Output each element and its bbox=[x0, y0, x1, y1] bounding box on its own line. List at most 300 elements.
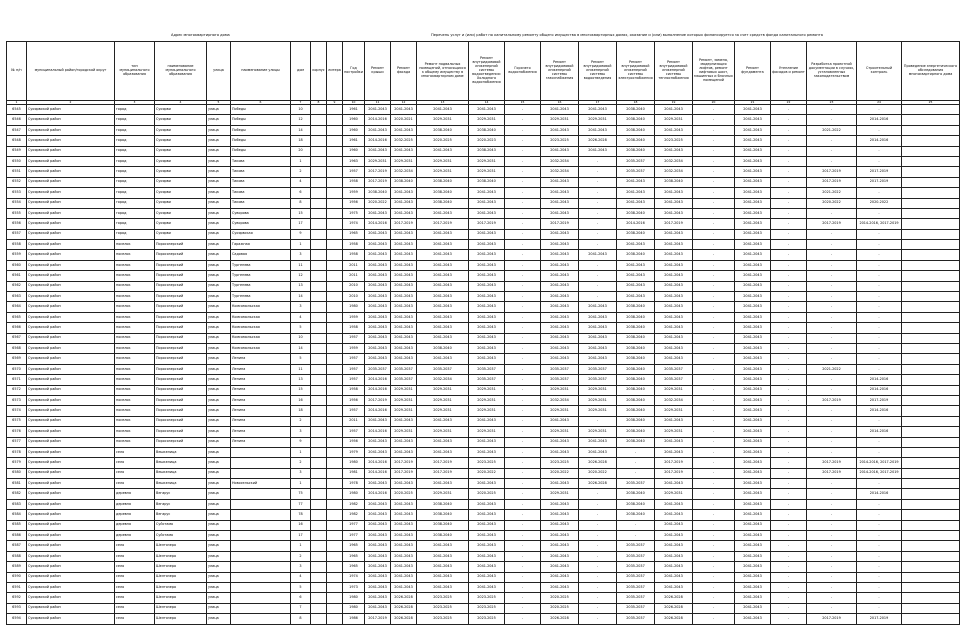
table-cell bbox=[902, 146, 960, 156]
table-cell: 11 bbox=[291, 364, 311, 374]
table-cell: - bbox=[807, 582, 857, 592]
column-number: 6 bbox=[231, 101, 291, 105]
table-cell: 2041-2043 bbox=[541, 479, 579, 489]
table-cell: - bbox=[807, 551, 857, 561]
table-cell: - bbox=[505, 520, 541, 530]
table-cell: - bbox=[693, 354, 735, 364]
table-cell: 2041-2043 bbox=[655, 229, 693, 239]
table-cell: улица bbox=[207, 323, 231, 333]
column-number: 15 bbox=[505, 101, 541, 105]
table-cell: 2041-2043 bbox=[579, 250, 617, 260]
table-cell: Тургенева bbox=[231, 292, 291, 302]
table-cell bbox=[311, 229, 327, 239]
table-cell: - bbox=[505, 146, 541, 156]
table-cell: Суоярвский район bbox=[27, 260, 115, 270]
table-cell bbox=[902, 551, 960, 561]
table-cell: улица bbox=[207, 510, 231, 520]
table-cell: 2035-2037 bbox=[391, 375, 417, 385]
table-cell: 6564 bbox=[7, 302, 27, 312]
table-row bbox=[7, 105, 960, 115]
table-cell: 2041-2043 bbox=[469, 582, 505, 592]
table-cell: 6594 bbox=[7, 614, 27, 624]
table-cell: 2035-2037 bbox=[579, 364, 617, 374]
table-cell: - bbox=[617, 458, 655, 468]
table-cell: - bbox=[771, 323, 807, 333]
table-cell: Суоярвский район bbox=[27, 219, 115, 229]
table-row bbox=[7, 572, 960, 582]
table-cell: 6545 bbox=[7, 105, 27, 115]
table-cell: - bbox=[505, 572, 541, 582]
table-cell: 2041-2043 bbox=[655, 312, 693, 322]
table-cell: 2041-2043 bbox=[579, 312, 617, 322]
table-cell: 2038-2040 bbox=[417, 510, 469, 520]
table-cell: - bbox=[771, 188, 807, 198]
table-cell bbox=[327, 146, 343, 156]
table-cell: Шелтозеро bbox=[155, 603, 207, 613]
table-cell: 2035-2037 bbox=[469, 375, 505, 385]
table-row bbox=[7, 510, 960, 520]
table-cell: 2 bbox=[291, 551, 311, 561]
table-cell: - bbox=[693, 385, 735, 395]
table-cell: 2038-2040 bbox=[617, 395, 655, 405]
table-cell: Суоярвский район bbox=[27, 395, 115, 405]
table-cell: 2021-2022 bbox=[807, 125, 857, 135]
table-cell: 2038-2040 bbox=[617, 250, 655, 260]
table-cell: Суоярвский район bbox=[27, 489, 115, 499]
table-cell: - bbox=[693, 292, 735, 302]
table-cell: 2041-2043 bbox=[541, 437, 579, 447]
table-cell: - bbox=[857, 125, 902, 135]
table-cell: Тургенева bbox=[231, 260, 291, 270]
table-cell: Суоярвский район bbox=[27, 468, 115, 478]
table-cell: - bbox=[771, 167, 807, 177]
table-cell: 2041-2043 bbox=[469, 188, 505, 198]
table-row bbox=[7, 437, 960, 447]
table-cell: 5 bbox=[291, 354, 311, 364]
table-cell: - bbox=[807, 354, 857, 364]
table-cell: 2041-2043 bbox=[469, 447, 505, 457]
table-cell: 2041-2043 bbox=[655, 437, 693, 447]
table-cell: село bbox=[115, 447, 155, 457]
table-cell: - bbox=[579, 582, 617, 592]
table-cell: - bbox=[857, 312, 902, 322]
table-cell: 2041-2043 bbox=[417, 582, 469, 592]
table-cell: деревня bbox=[115, 531, 155, 541]
table-cell: Суоярви bbox=[155, 198, 207, 208]
table-cell: - bbox=[771, 292, 807, 302]
table-cell: 2041-2043 bbox=[417, 229, 469, 239]
table-cell: 2029-2031 bbox=[579, 385, 617, 395]
table-cell bbox=[311, 437, 327, 447]
table-row bbox=[7, 447, 960, 457]
table-cell: 2035-2037 bbox=[617, 572, 655, 582]
table-cell bbox=[311, 105, 327, 115]
table-cell: Суоярвский район bbox=[27, 354, 115, 364]
table-cell: - bbox=[693, 614, 735, 624]
table-cell: Ленина bbox=[231, 395, 291, 405]
table-cell: 2026-2028 bbox=[391, 614, 417, 624]
table-cell: поселок bbox=[115, 375, 155, 385]
table-cell: 1965 bbox=[343, 562, 365, 572]
table-cell: улица bbox=[207, 551, 231, 561]
table-cell: 2017-2019 bbox=[857, 177, 902, 187]
table-cell: Суоярвский район bbox=[27, 416, 115, 426]
table-cell: 2038-2040 bbox=[617, 385, 655, 395]
table-cell: 2035-2037 bbox=[617, 582, 655, 592]
table-cell: 3 bbox=[291, 562, 311, 572]
table-cell: 2041-2043 bbox=[735, 510, 771, 520]
table-cell: 2041-2043 bbox=[469, 343, 505, 353]
column-number: 11 bbox=[365, 101, 391, 105]
table-cell: Тургенева bbox=[231, 281, 291, 291]
table-cell: - bbox=[505, 156, 541, 166]
table-cell: - bbox=[693, 603, 735, 613]
table-cell: 2017-2019 bbox=[655, 219, 693, 229]
table-cell: - bbox=[617, 447, 655, 457]
table-cell: 2041-2043 bbox=[391, 240, 417, 250]
table-cell: - bbox=[771, 427, 807, 437]
table-cell: Тикова bbox=[231, 167, 291, 177]
table-cell: 2014-2016, 2017-2019 bbox=[857, 458, 902, 468]
table-cell: 2 bbox=[291, 458, 311, 468]
table-cell: 2041-2043 bbox=[579, 333, 617, 343]
table-cell: 1 bbox=[291, 156, 311, 166]
column-header: Ремонт внутридомовой инженерной системы электроснабжения bbox=[617, 42, 655, 101]
table-cell bbox=[902, 323, 960, 333]
table-cell: 2026-2028 bbox=[541, 614, 579, 624]
table-cell: 2041-2043 bbox=[541, 229, 579, 239]
table-cell: 2011 bbox=[343, 271, 365, 281]
table-row bbox=[7, 292, 960, 302]
table-cell: 5 bbox=[291, 323, 311, 333]
table-cell: Суоярвский район bbox=[27, 437, 115, 447]
table-cell: 2038-2040 bbox=[417, 125, 469, 135]
table-cell: - bbox=[693, 146, 735, 156]
table-cell bbox=[311, 541, 327, 551]
table-cell: 2041-2043 bbox=[579, 354, 617, 364]
table-cell: поселок bbox=[115, 354, 155, 364]
table-cell: 6552 bbox=[7, 177, 27, 187]
table-cell: - bbox=[771, 250, 807, 260]
table-cell: 2041-2043 bbox=[417, 105, 469, 115]
table-cell: 1957 bbox=[343, 354, 365, 364]
table-cell: 6561 bbox=[7, 271, 27, 281]
table-cell: 2017-2019 bbox=[857, 395, 902, 405]
table-cell: 6551 bbox=[7, 167, 27, 177]
column-header: Ремонт крыши bbox=[365, 42, 391, 101]
table-cell: 2041-2043 bbox=[735, 562, 771, 572]
table-cell: 2041-2043 bbox=[655, 208, 693, 218]
table-cell bbox=[231, 614, 291, 624]
table-cell: 2041-2043 bbox=[655, 416, 693, 426]
table-cell: 1958 bbox=[343, 177, 365, 187]
table-cell: 2035-2037 bbox=[617, 551, 655, 561]
table-cell: - bbox=[693, 229, 735, 239]
table-cell: Тикова bbox=[231, 198, 291, 208]
table-cell: 2041-2043 bbox=[735, 582, 771, 592]
table-cell: - bbox=[807, 603, 857, 613]
table-cell: 2029-2031 bbox=[469, 156, 505, 166]
table-row bbox=[7, 198, 960, 208]
table-cell: 2041-2043 bbox=[391, 312, 417, 322]
table-cell: 2041-2043 bbox=[541, 260, 579, 270]
table-cell: 2041-2043 bbox=[655, 572, 693, 582]
column-header: Ремонт фасада bbox=[391, 42, 417, 101]
table-cell: Тикова bbox=[231, 188, 291, 198]
table-cell: 2041-2043 bbox=[417, 281, 469, 291]
table-cell bbox=[327, 479, 343, 489]
table-cell bbox=[311, 593, 327, 603]
table-cell bbox=[327, 105, 343, 115]
table-cell: 2041-2043 bbox=[541, 105, 579, 115]
table-cell: 6549 bbox=[7, 146, 27, 156]
table-cell: 2029-2031 bbox=[417, 395, 469, 405]
table-cell: 2041-2043 bbox=[735, 125, 771, 135]
table-cell: 2017-2019 bbox=[807, 458, 857, 468]
table-cell: 2041-2043 bbox=[469, 416, 505, 426]
table-cell bbox=[327, 468, 343, 478]
table-cell bbox=[231, 468, 291, 478]
table-cell: 3 bbox=[291, 302, 311, 312]
table-cell: - bbox=[693, 156, 735, 166]
table-cell: - bbox=[807, 489, 857, 499]
table-cell bbox=[902, 499, 960, 509]
table-cell: 2041-2043 bbox=[365, 146, 391, 156]
table-cell bbox=[902, 125, 960, 135]
table-cell: улица bbox=[207, 479, 231, 489]
table-cell: 18 bbox=[291, 406, 311, 416]
table-cell: Ленина bbox=[231, 375, 291, 385]
table-cell bbox=[902, 240, 960, 250]
table-cell: 16 bbox=[291, 395, 311, 405]
column-header: Разработка проектной документации в случаях, установленных законодательством bbox=[807, 42, 857, 101]
table-cell bbox=[902, 406, 960, 416]
column-header: Год постройки bbox=[343, 42, 365, 101]
table-cell: - bbox=[771, 281, 807, 291]
table-cell: - bbox=[693, 510, 735, 520]
table-cell: 2041-2043 bbox=[617, 198, 655, 208]
table-cell: 2041-2043 bbox=[417, 354, 469, 364]
table-cell: Суоярвский район bbox=[27, 229, 115, 239]
table-cell: Ленина bbox=[231, 354, 291, 364]
table-cell: - bbox=[693, 208, 735, 218]
table-cell: Суоярвский район bbox=[27, 208, 115, 218]
table-cell: 2029-2031 bbox=[579, 115, 617, 125]
table-cell: 2041-2043 bbox=[655, 531, 693, 541]
column-number: 1 bbox=[7, 101, 27, 105]
table-cell: Суоярви bbox=[155, 208, 207, 218]
table-cell: 13 bbox=[291, 281, 311, 291]
table-cell: 2041-2043 bbox=[469, 437, 505, 447]
table-cell: Поросозерский bbox=[155, 343, 207, 353]
table-cell: - bbox=[505, 260, 541, 270]
table-cell: 2029-2031 bbox=[579, 427, 617, 437]
table-cell: 2041-2043 bbox=[391, 354, 417, 364]
table-cell: - bbox=[579, 510, 617, 520]
table-cell: - bbox=[807, 437, 857, 447]
table-cell: поселок bbox=[115, 406, 155, 416]
table-cell: 2041-2043 bbox=[469, 510, 505, 520]
table-cell: улица bbox=[207, 188, 231, 198]
table-cell: - bbox=[505, 447, 541, 457]
table-cell: - bbox=[857, 437, 902, 447]
table-cell: Победы bbox=[231, 105, 291, 115]
table-cell: 2041-2043 bbox=[541, 240, 579, 250]
table-cell: 2041-2043 bbox=[469, 281, 505, 291]
table-cell: 8 bbox=[291, 198, 311, 208]
table-cell: Вешкелица bbox=[155, 458, 207, 468]
table-cell: улица bbox=[207, 115, 231, 125]
table-cell: - bbox=[505, 427, 541, 437]
table-cell: 6574 bbox=[7, 406, 27, 416]
table-cell: 6553 bbox=[7, 188, 27, 198]
table-cell bbox=[902, 364, 960, 374]
table-cell: - bbox=[807, 416, 857, 426]
table-cell: - bbox=[857, 510, 902, 520]
table-cell: 2038-2040 bbox=[469, 177, 505, 187]
table-cell: 2041-2043 bbox=[391, 510, 417, 520]
column-header: Горячего водоснабжения bbox=[505, 42, 541, 101]
table-cell: - bbox=[505, 323, 541, 333]
table-cell: улица bbox=[207, 572, 231, 582]
column-header: улица bbox=[207, 42, 231, 101]
table-cell: Шелтозеро bbox=[155, 562, 207, 572]
column-header: дом bbox=[291, 42, 311, 101]
table-cell: 2029-2031 bbox=[365, 156, 391, 166]
table-cell: 2041-2043 bbox=[541, 208, 579, 218]
table-cell: 14 bbox=[291, 125, 311, 135]
table-cell: 2041-2043 bbox=[541, 531, 579, 541]
table-cell: - bbox=[693, 115, 735, 125]
table-cell: 12 bbox=[291, 115, 311, 125]
table-cell bbox=[311, 551, 327, 561]
table-cell: 2029-2031 bbox=[391, 156, 417, 166]
column-header: Утепление фасадов и ремонт bbox=[771, 42, 807, 101]
table-cell: 2035-2037 bbox=[617, 479, 655, 489]
table-cell: 2041-2043 bbox=[735, 406, 771, 416]
table-cell bbox=[231, 447, 291, 457]
table-cell: 2017-2019 bbox=[417, 458, 469, 468]
table-cell: 6573 bbox=[7, 395, 27, 405]
table-row bbox=[7, 240, 960, 250]
table-cell: улица bbox=[207, 292, 231, 302]
table-cell bbox=[902, 593, 960, 603]
address-group-caption: Адрес многоквартирного дома bbox=[171, 33, 230, 37]
table-cell: Ленина bbox=[231, 364, 291, 374]
column-number: 17 bbox=[579, 101, 617, 105]
table-cell: 2026-2028 bbox=[391, 603, 417, 613]
table-cell: 2023-2025 bbox=[469, 603, 505, 613]
table-cell: поселок bbox=[115, 395, 155, 405]
table-cell: - bbox=[505, 499, 541, 509]
table-cell: 2041-2043 bbox=[391, 198, 417, 208]
table-cell: - bbox=[807, 479, 857, 489]
table-cell: 2041-2043 bbox=[391, 572, 417, 582]
table-cell: 1956 bbox=[343, 198, 365, 208]
table-row bbox=[7, 479, 960, 489]
table-cell bbox=[327, 219, 343, 229]
table-cell: 1982 bbox=[343, 499, 365, 509]
table-cell bbox=[231, 520, 291, 530]
table-cell: 2041-2043 bbox=[417, 240, 469, 250]
table-cell bbox=[311, 188, 327, 198]
table-cell: Поросозерский bbox=[155, 292, 207, 302]
table-cell: 2017-2019 bbox=[391, 468, 417, 478]
column-number: 10 bbox=[343, 101, 365, 105]
table-cell: 2035-2037 bbox=[655, 364, 693, 374]
table-cell: 2038-2040 bbox=[469, 125, 505, 135]
table-cell: 2041-2043 bbox=[735, 479, 771, 489]
table-cell: 2023-2025 bbox=[655, 136, 693, 146]
table-cell bbox=[311, 250, 327, 260]
table-cell bbox=[311, 343, 327, 353]
table-cell bbox=[902, 458, 960, 468]
table-cell: 2041-2043 bbox=[735, 364, 771, 374]
table-cell: город bbox=[115, 136, 155, 146]
table-cell: 2038-2040 bbox=[617, 333, 655, 343]
table-cell: Суоярви bbox=[155, 105, 207, 115]
table-cell: 4 bbox=[291, 312, 311, 322]
table-cell: 2041-2043 bbox=[735, 489, 771, 499]
table-cell: 2035-2037 bbox=[617, 562, 655, 572]
table-cell: 2041-2043 bbox=[655, 292, 693, 302]
table-cell: 2041-2043 bbox=[541, 271, 579, 281]
table-cell: 6580 bbox=[7, 468, 27, 478]
table-cell: Суоярви bbox=[155, 125, 207, 135]
table-cell bbox=[902, 562, 960, 572]
table-cell: - bbox=[857, 260, 902, 270]
table-cell: 14 bbox=[291, 292, 311, 302]
table-cell: город bbox=[115, 177, 155, 187]
table-cell: 1965 bbox=[343, 229, 365, 239]
table-cell: 15 bbox=[291, 208, 311, 218]
table-cell: 2017-2019 bbox=[541, 219, 579, 229]
table-cell: Суоярвский район bbox=[27, 156, 115, 166]
table-cell: 2029-2031 bbox=[391, 406, 417, 416]
table-cell: - bbox=[693, 447, 735, 457]
table-cell bbox=[902, 395, 960, 405]
table-cell: улица bbox=[207, 229, 231, 239]
table-cell bbox=[311, 614, 327, 624]
table-cell: 2041-2043 bbox=[391, 188, 417, 198]
table-cell: село bbox=[115, 572, 155, 582]
table-cell: 2029-2031 bbox=[391, 385, 417, 395]
table-cell: улица bbox=[207, 614, 231, 624]
table-cell: 17 bbox=[291, 219, 311, 229]
table-cell bbox=[327, 323, 343, 333]
table-cell: 2041-2043 bbox=[735, 395, 771, 405]
table-cell: 2035-2037 bbox=[617, 603, 655, 613]
table-cell bbox=[327, 458, 343, 468]
table-cell: поселок bbox=[115, 250, 155, 260]
table-row bbox=[7, 323, 960, 333]
table-cell: улица bbox=[207, 603, 231, 613]
table-cell: - bbox=[693, 437, 735, 447]
table-cell: улица bbox=[207, 531, 231, 541]
table-cell: 2041-2043 bbox=[735, 551, 771, 561]
table-cell: 2041-2043 bbox=[541, 551, 579, 561]
table-cell: - bbox=[771, 375, 807, 385]
table-cell bbox=[311, 499, 327, 509]
table-cell: - bbox=[771, 520, 807, 530]
table-cell: 2041-2043 bbox=[391, 302, 417, 312]
table-cell: 2041-2043 bbox=[391, 292, 417, 302]
table-cell: 6571 bbox=[7, 375, 27, 385]
table-cell bbox=[327, 167, 343, 177]
table-cell: - bbox=[857, 323, 902, 333]
table-cell: 2038-2040 bbox=[617, 499, 655, 509]
table-cell: - bbox=[771, 395, 807, 405]
